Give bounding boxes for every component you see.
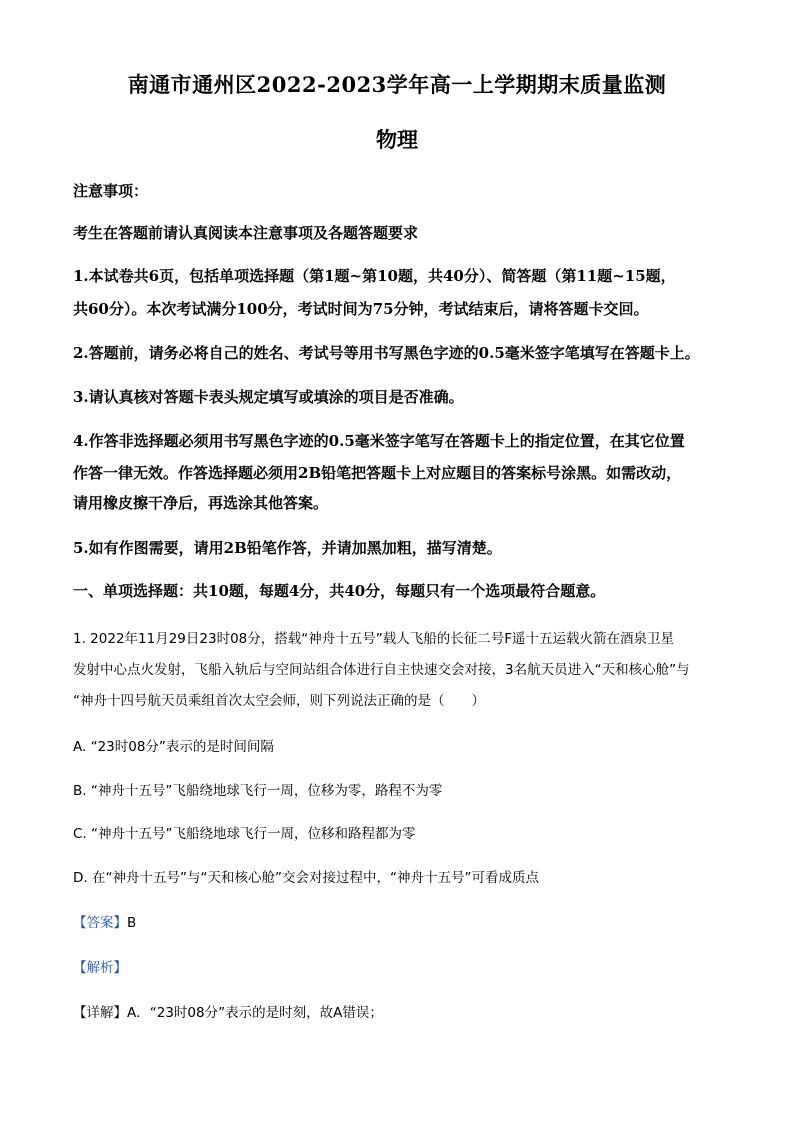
section-heading: 一、单项选择题：共10题，每题4分，共40分，每题只有一个选项最符合题意。 [73,582,606,600]
analysis-tag: 【解析】 [73,960,127,976]
notice-item-2: 2.答题前，请务必将自己的姓名、考试号等用书写黑色字迹的0.5毫米签字笔填写在答题卡上。 [73,344,700,362]
option-c: C. “神舟十五号”飞船绕地球飞行一周，位移和路程都为零 [73,826,416,842]
detail-line [73,1001,383,1021]
option-d: D. 在“神舟十五号”与“天和核心舱”交会对接过程中，“神舟十五号”可看成质点 [73,870,539,886]
detail-text: A．“23时08分”表示的是时刻，故A错误； [127,1005,383,1021]
notice-item-1-line2: 共60分）。本次考试满分100分，考试时间为75分钟，考试结束后，请将答题卡交回。 [73,300,649,318]
answer-line [73,911,136,931]
answer-value: B [127,915,137,931]
notice-intro: 考生在答题前请认真阅读本注意事项及各题答题要求 [73,224,419,242]
question-1-line3: “神舟十四号航天员乘组首次太空会师，则下列说法正确的是（ ） [73,693,485,709]
notice-item-4-line2: 作答一律无效。作答选择题必须用2B铅笔把答题卡上对应题目的答案标号涂黑。如需改动， [73,464,682,482]
notice-heading: 注意事项： [73,182,149,200]
notice-item-5: 5.如有作图需要，请用2B铅笔作答，并请加黑加粗，描写清楚。 [73,539,502,557]
answer-tag: 【答案】 [73,915,127,931]
question-1-line1: 1. 2022年11月29日23时08分，搭载“神舟十五号”载人飞船的长征二号F遥十五运载火箭在酒泉卫星 [73,631,674,647]
option-b: B. “神舟十五号”飞船绕地球飞行一周，位移为零，路程不为零 [73,783,443,799]
notice-item-3: 3.请认真核对答题卡表头规定填写或填涂的项目是否准确。 [73,388,464,406]
analysis-line [73,956,127,976]
question-1-line2: 发射中心点火发射，飞船入轨后与空间站组合体进行自主快速交会对接，3名航天员进入“天和核心舱”与 [73,662,690,678]
subject-title: 物理 [376,127,418,152]
notice-item-4-line3: 请用橡皮擦干净后，再选涂其他答案。 [73,494,329,512]
option-a: A. “23时08分”表示的是时间间隔 [73,739,274,755]
notice-item-4-line1: 4.作答非选择题必须用书写黑色字迹的0.5毫米签字笔写在答题卡上的指定位置，在其它位置 [73,432,685,450]
page-title: 南通市通州区2022-2023学年高一上学期期末质量监测 [127,72,667,97]
notice-item-1-line1: 1.本试卷共6页，包括单项选择题（第1题~第10题，共40分）、简答题（第11题~15题， [73,267,676,285]
detail-tag: 【详解】 [73,1005,127,1021]
